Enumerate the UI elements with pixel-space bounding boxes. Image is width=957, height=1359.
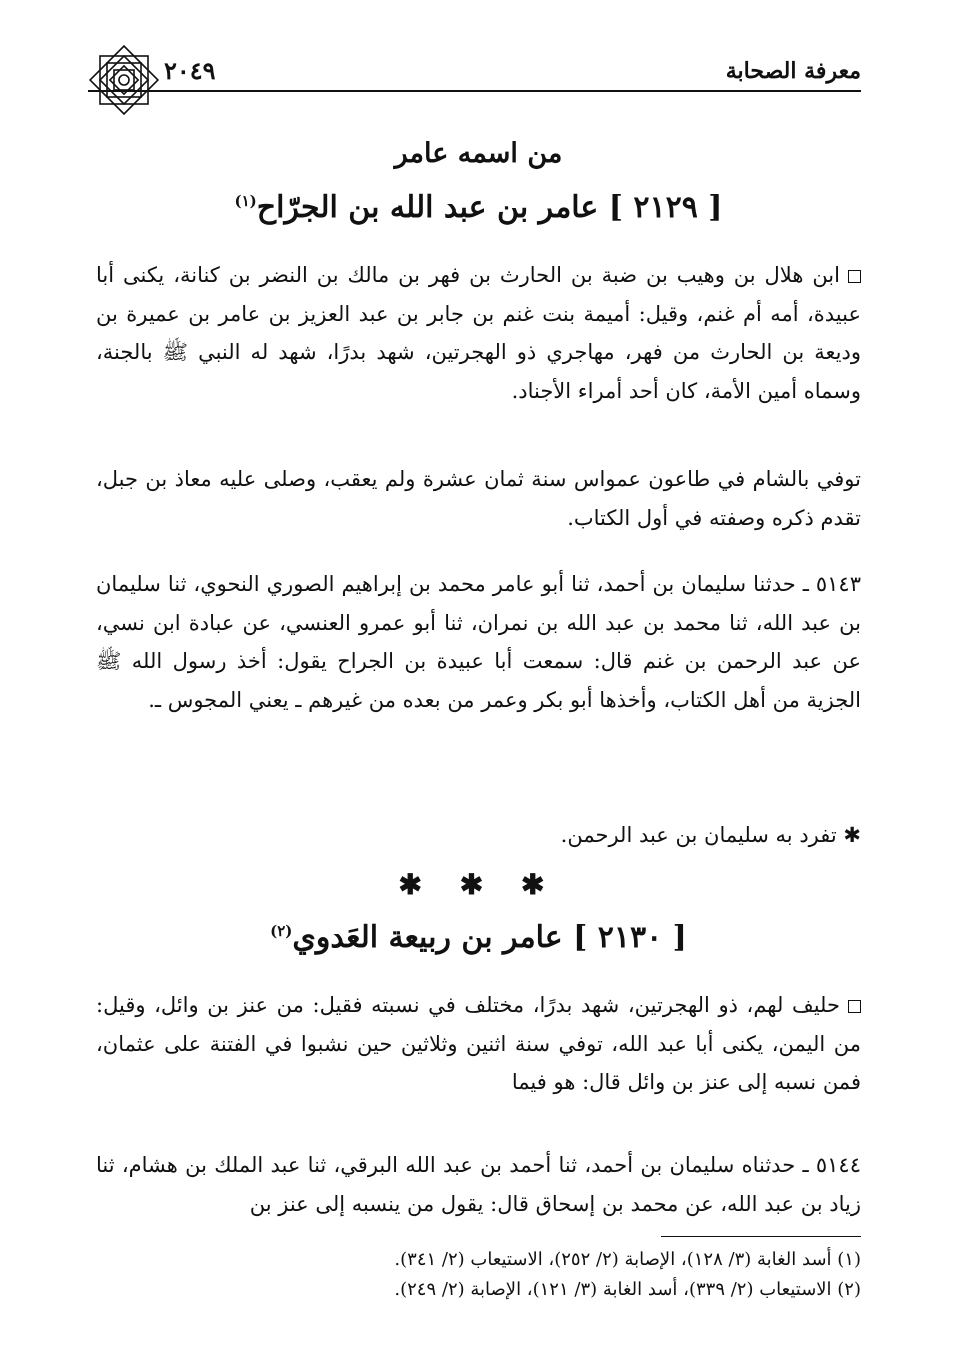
book-title: معرفة الصحابة	[725, 58, 861, 84]
square-bullet-icon	[848, 270, 861, 283]
paragraph-text: حليف لهم، ذو الهجرتين، شهد بدرًا، مختلف في نسبته فقيل: من عنز بن وائل، وقيل: من اليمن، يكنى أبا عبد الله، توفي سنة اثنين وثلاثين حين نشبوا في الفتنة على عثمان، فمن نسبه إلى عنز بن وائل قال: هو فيما	[96, 993, 861, 1094]
biography-paragraph	[96, 256, 861, 410]
footnote: (١) أسد الغابة (٣/ ١٢٨)، الإصابة (٢/ ٢٥٢)، الاستيعاب (٢/ ٣٤١).	[394, 1249, 861, 1270]
footnote-reference: (١)	[234, 192, 257, 210]
footnote-divider	[661, 1236, 861, 1237]
page-number: ٢٠٤٩	[164, 56, 216, 85]
hadith-paragraph: ٥١٤٣ ـ حدثنا سليمان بن أحمد، ثنا أبو عامر محمد بن إبراهيم الصوري النحوي، ثنا سليمان بن عبد الله، ثنا محمد بن عبد الله بن نمران، ثنا أبو عمرو العنسي، عن عبادة ابن نسي، عن عبد الرحمن بن غنم قال: سمعت أبا عبيدة بن الجراح يقول: أخذ رسول الله ﷺ الجزية من أهل الكتاب، وأخذها أبو بكر وعمر من بعده من غيرهم ـ يعني المجوس ـ.	[96, 572, 861, 712]
section-separator: ✱ ✱ ✱	[398, 868, 559, 901]
entry-title: [ ٢١٢٩ ] عامر بن عبد الله بن الجرّاح	[256, 190, 723, 225]
square-bullet-icon	[848, 1000, 861, 1013]
biography-paragraph: توفي بالشام في طاعون عمواس سنة ثمان عشرة ولم يعقب، وصلى عليه معاذ بن جبل، تقدم ذكره وصفته في أول الكتاب.	[96, 467, 861, 530]
hadith-paragraph: ٥١٤٤ ـ حدثناه سليمان بن أحمد، ثنا أحمد بن عبد الله البرقي، ثنا عبد الملك بن هشام، ثنا زياد بن عبد الله، عن محمد بن إسحاق قال: يقول من ينسبه إلى عنز بن	[96, 1153, 861, 1216]
entry-title: [ ٢١٣٠ ] عامر بن ربيعة العَدوي	[292, 920, 687, 955]
star-octagon-ornament-icon	[86, 42, 162, 118]
running-header	[88, 52, 861, 92]
section-heading: من اسمه عامر	[394, 138, 563, 169]
biography-paragraph	[96, 986, 861, 1102]
entry-heading	[96, 190, 861, 225]
paragraph-text: ابن هلال بن وهيب بن ضبة بن الحارث بن فهر بن مالك بن النضر بن كنانة، يكنى أبا عبيدة، أمه أم غنم، وقيل: أميمة بنت غنم بن جابر بن عبد العزيز بن عامر بن عميرة بن وديعة بن الحارث من فهر، مهاجري ذو الهجرتين، شهد بدرًا، شهد له النبي ﷺ بالجنة، وسماه أمين الأمة، كان أحد أمراء الأجناد.	[96, 263, 861, 403]
note-paragraph: ✱ تفرد به سليمان بن عبد الرحمن.	[560, 823, 861, 847]
entry-heading	[96, 920, 861, 955]
footnote: (٢) الاستيعاب (٢/ ٣٣٩)، أسد الغابة (٣/ ١٢١)، الإصابة (٢/ ٢٤٩).	[394, 1279, 861, 1300]
footnote-reference: (٢)	[270, 922, 293, 940]
